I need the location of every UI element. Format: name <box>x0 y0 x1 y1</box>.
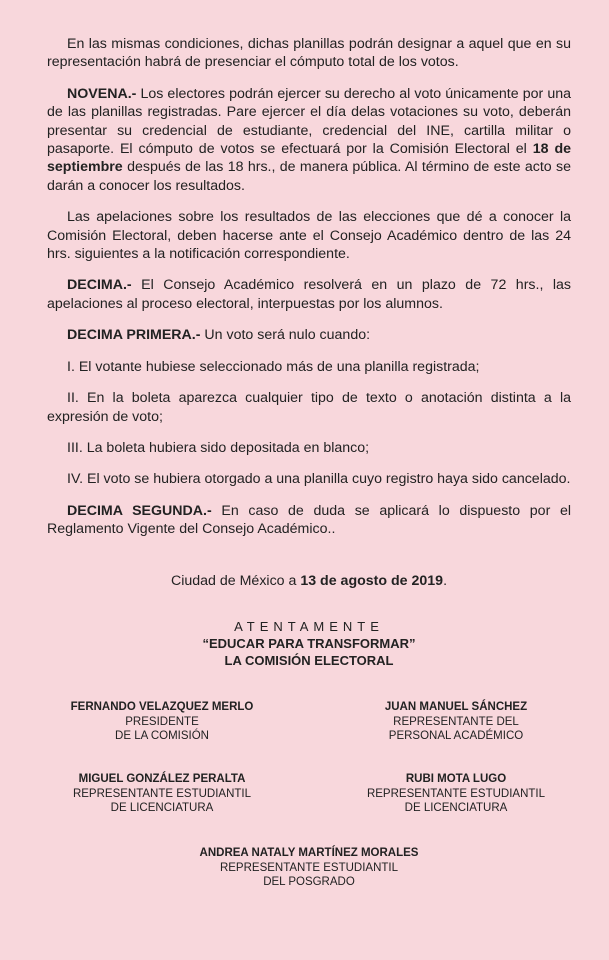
list-item-text: I. El votante hubiese seleccionado más de una planilla registrada; <box>67 358 480 375</box>
list-item <box>47 358 571 376</box>
signature-block <box>341 772 571 816</box>
signatory-name: JUAN MANUEL SÁNCHEZ <box>384 700 528 713</box>
clause-label: DECIMA PRIMERA.- <box>67 327 201 344</box>
signatory-name: ANDREA NATALY MARTÍNEZ MORALES <box>199 846 419 859</box>
signatory-role: DE LA COMISIÓN <box>115 730 209 743</box>
clause-text: El Consejo Académico resolverá en un plazo de 72 hrs., las apelaciones al proceso electoral, interpuestas por los alumnos. <box>47 277 571 312</box>
signatory-role: DEL POSGRADO <box>263 876 355 889</box>
list-item <box>47 439 571 457</box>
signature-block <box>47 700 277 744</box>
date-prefix: Ciudad de México a <box>170 572 301 589</box>
clause-label: NOVENA.- <box>67 85 137 102</box>
signature-block <box>341 700 571 744</box>
motto: “EDUCAR PARA TRANSFORMAR” <box>202 635 416 651</box>
signatory-role: DE LICENCIATURA <box>110 802 214 815</box>
atentamente: ATENTAMENTE <box>234 618 384 634</box>
clause-text: Un voto será nulo cuando: <box>200 327 371 344</box>
closing-block <box>47 619 571 669</box>
signatory-name: MIGUEL GONZÁLEZ PERALTA <box>78 772 246 785</box>
signature-row <box>47 846 571 890</box>
signatory-role: REPRESENTANTE DEL <box>393 715 519 728</box>
signature-row <box>47 700 571 744</box>
signature-block <box>159 846 459 890</box>
list-item-text: III. La boleta hubiera sido depositada en blanco; <box>67 439 370 456</box>
count-date: 18 de septiembre <box>47 141 571 176</box>
list-item-text: IV. El voto se hubiera otorgado a una planilla cuyo registro haya sido cancelado. <box>67 471 571 488</box>
date-suffix: . <box>443 572 448 589</box>
paragraph-appeals <box>47 208 571 263</box>
clause-novena <box>47 85 571 195</box>
list-item-text: II. En la boleta aparezca cualquier tipo de texto o anotación distinta a la expresión de voto; <box>47 390 571 425</box>
clause-decima-primera <box>47 326 571 344</box>
clause-text: En caso de duda se aplicará lo dispuesto por el Reglamento Vigente del Consejo Académico.. <box>47 502 571 538</box>
signatory-role: DE LICENCIATURA <box>404 802 508 815</box>
signatory-role: REPRESENTANTE ESTUDIANTIL <box>219 861 399 874</box>
signatory-name: RUBI MOTA LUGO <box>405 772 507 785</box>
clause-label: DECIMA SEGUNDA.- <box>67 502 212 519</box>
list-item <box>47 470 571 488</box>
signature-row <box>47 772 571 816</box>
signatory-role: PERSONAL ACADÉMICO <box>388 730 524 743</box>
clause-decima-segunda <box>47 502 571 539</box>
clause-label: DECIMA.- <box>67 277 132 294</box>
signature-block <box>47 772 277 816</box>
clause-text: después de las 18 hrs., de manera pública. Al término de este acto se darán a conocer los resultados. <box>47 159 571 194</box>
signatory-name: FERNANDO VELAZQUEZ MERLO <box>70 700 254 713</box>
signatory-role: REPRESENTANTE ESTUDIANTIL <box>72 787 252 800</box>
signatory-role: REPRESENTANTE ESTUDIANTIL <box>366 787 546 800</box>
paragraph-text: Las apelaciones sobre los resultados de las elecciones que dé a conocer la Comisión Electoral, deben hacerse ante el Consejo Académico dentro de las 24 hrs. siguientes a la notificación correspondiente. <box>47 209 571 263</box>
paragraph-representation <box>47 35 571 72</box>
clause-decima <box>47 276 571 313</box>
date-line <box>47 573 571 589</box>
paragraph-text: En las mismas condiciones, dichas planillas podrán designar a aquel que en su representación habrá de presenciar el cómputo total de los votos. <box>47 36 571 71</box>
list-item <box>47 389 571 426</box>
committee-name: LA COMISIÓN ELECTORAL <box>224 652 394 668</box>
clause-text: Los electores podrán ejercer su derecho al voto únicamente por una de las planillas registradas. Pare ejercer el día delas votaciones su voto, deberán presentar su credencial de estudiante, credencial del INE, cartilla militar o pasaporte. El cómputo de votos se efectuará por la Comisión Electoral el <box>47 85 571 158</box>
date-value: 13 de agosto de 2019 <box>300 572 444 589</box>
signatory-role: PRESIDENTE <box>125 715 199 728</box>
